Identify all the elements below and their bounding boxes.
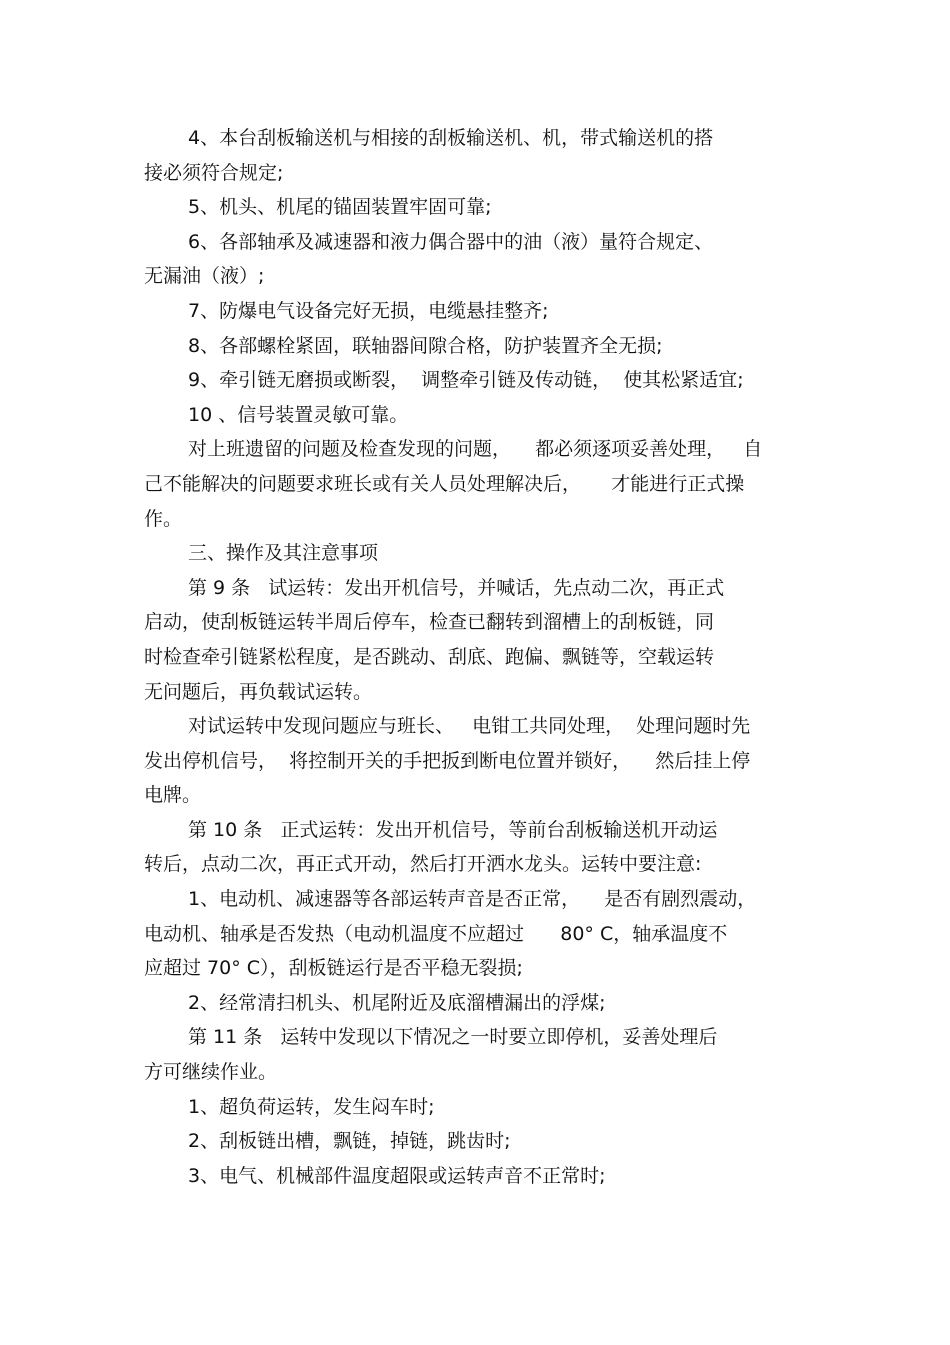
- text-line: 方可继续作业。: [144, 1061, 278, 1084]
- text-line: 9、牵引链无磨损或断裂， 调整牵引链及传动链， 使其松紧适宜;: [188, 369, 744, 392]
- text-line: 接必须符合规定;: [144, 161, 284, 184]
- text-line: 第 11 条 运转中发现以下情况之一时要立即停机，妥善处理后: [188, 1026, 718, 1049]
- text-line: 应超过 70° C），刮板链运行是否平稳无裂损;: [144, 957, 523, 980]
- text-line: 发出停机信号， 将控制开关的手把扳到断电位置并锁好， 然后挂上停: [144, 749, 751, 772]
- text-line: 10 、信号装置灵敏可靠。: [188, 403, 409, 426]
- text-line: 启动，使刮板链运转半周后停车，检查已翻转到溜槽上的刮板链，同: [144, 611, 715, 634]
- text-line: 6、各部轴承及减速器和液力偶合器中的油（液）量符合规定、: [188, 230, 714, 253]
- text-line: 转后，点动二次，再正式开动，然后打开洒水龙头。运转中要注意:: [144, 853, 702, 876]
- text-line: 己不能解决的问题要求班长或有关人员处理解决后， 才能进行正式操: [144, 472, 745, 495]
- text-line: 第 10 条 正式运转：发出开机信号，等前台刮板输送机开动运: [188, 818, 718, 841]
- text-line: 电动机、轴承是否发热（电动机温度不应超过 80° C，轴承温度不: [144, 922, 728, 945]
- text-line: 1、电动机、减速器等各部运转声音是否正常， 是否有剧烈震动，: [188, 888, 757, 911]
- text-line: 2、刮板链出槽，飘链，掉链，跳齿时;: [188, 1130, 511, 1153]
- text-line: 三、操作及其注意事项: [188, 542, 379, 565]
- text-line: 4、本台刮板输送机与相接的刮板输送机、机，带式输送机的搭: [188, 127, 714, 149]
- text-line: 对上班遗留的问题及检查发现的问题， 都必须逐项妥善处理， 自: [188, 438, 763, 461]
- text-line: 对试运转中发现问题应与班长、 电钳工共同处理， 处理问题时先: [188, 715, 751, 738]
- text-line: 7、防爆电气设备完好无损，电缆悬挂整齐;: [188, 299, 549, 322]
- text-line: 3、电气、机械部件温度超限或运转声音不正常时;: [188, 1164, 606, 1187]
- text-line: 8、各部螺栓紧固，联轴器间隙合格，防护装置齐全无损;: [188, 334, 663, 357]
- text-line: 无漏油（液）;: [144, 265, 265, 288]
- text-line: 时检查牵引链紧松程度，是否跳动、刮底、跑偏、飘链等，空载运转: [144, 645, 715, 668]
- text-line: 电牌。: [144, 784, 202, 807]
- document-body: [144, 121, 814, 1193]
- text-line: 第 9 条 试运转：发出开机信号，并喊话，先点动二次，再正式: [188, 576, 725, 599]
- text-line: 作。: [144, 507, 183, 530]
- text-line: 5、机头、机尾的锚固装置牢固可靠;: [188, 196, 492, 219]
- text-line: 2、经常清扫机头、机尾附近及底溜槽漏出的浮煤;: [188, 991, 606, 1014]
- text-line: 无问题后，再负载试运转。: [144, 680, 373, 703]
- text-line: 1、超负荷运转，发生闷车时;: [188, 1095, 435, 1118]
